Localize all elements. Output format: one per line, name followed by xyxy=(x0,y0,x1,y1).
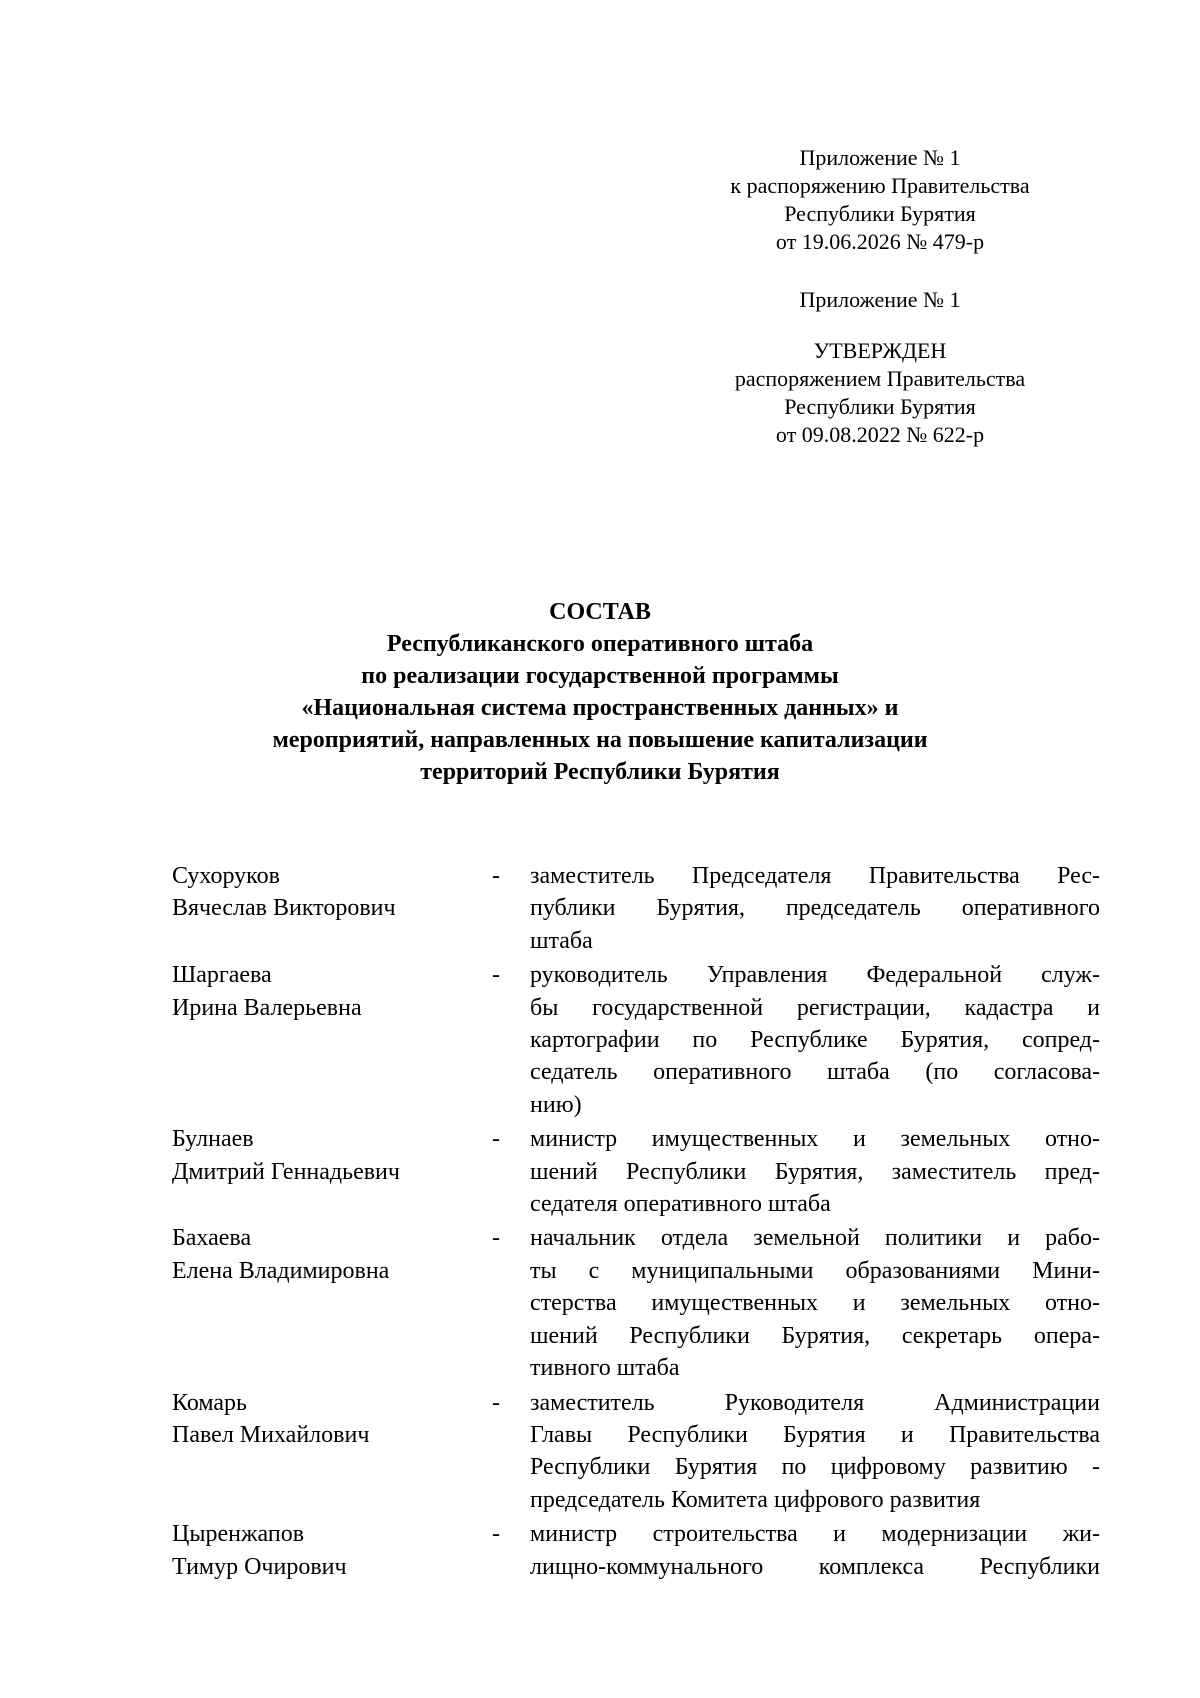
member-position xyxy=(530,860,1100,957)
member-position xyxy=(530,1222,1100,1384)
member-position xyxy=(530,959,1100,1121)
document-title xyxy=(150,596,1050,788)
position-line: заместитель Председателя Правительства Рес- xyxy=(530,863,1100,889)
member-row xyxy=(0,1123,1200,1220)
member-surname: Сухоруков xyxy=(172,863,280,889)
member-surname: Бахаева xyxy=(172,1225,252,1252)
position-line: начальник отдела земельной политики и рабо- xyxy=(530,1225,1100,1252)
position-line: лищно-коммунального комплекса Республики xyxy=(530,1553,1100,1580)
title-line: «Национальная система пространственных данных» и xyxy=(301,695,899,721)
position-line: шений Республики Бурятия, секретарь опера- xyxy=(530,1322,1100,1349)
member-given: Дмитрий Геннадьевич xyxy=(172,1158,400,1185)
position-line: седатель оперативного штаба (по согласова- xyxy=(530,1059,1100,1086)
position-line: нию) xyxy=(530,1091,582,1118)
title-heading: СОСТАВ xyxy=(549,599,651,625)
member-row xyxy=(0,1222,1200,1384)
member-row xyxy=(0,1518,1200,1583)
appendix-line: к распоряжению Правительства xyxy=(730,173,1030,198)
position-line: Республики Бурятия по цифровому развитию - xyxy=(530,1454,1100,1481)
member-name xyxy=(172,860,482,957)
appendix-line: от 19.06.2026 № 479-р xyxy=(775,229,985,254)
approval-line: УТВЕРЖДЕН xyxy=(813,338,947,363)
member-surname: Комарь xyxy=(172,1389,247,1416)
approval-line: от 09.08.2022 № 622-р xyxy=(775,422,985,447)
members-list xyxy=(0,860,1200,1585)
member-dash: - xyxy=(492,1521,500,1548)
position-line: шений Республики Бурятия, заместитель пред- xyxy=(530,1158,1100,1185)
position-line: бы государственной регистрации, кадастра и xyxy=(530,994,1100,1021)
appendix-line: Республики Бурятия xyxy=(784,201,976,226)
member-dash: - xyxy=(492,1389,500,1416)
member-given: Ирина Валерьевна xyxy=(172,994,362,1021)
member-surname: Булнаев xyxy=(172,1126,254,1153)
title-line: территорий Республики Бурятия xyxy=(420,759,780,785)
member-position xyxy=(530,1518,1100,1583)
member-name xyxy=(172,959,482,1121)
member-dash: - xyxy=(492,1225,500,1252)
member-name xyxy=(172,1387,482,1517)
position-line: министр имущественных и земельных отно- xyxy=(530,1126,1100,1153)
position-line: картографии по Республике Бурятия, сопред- xyxy=(530,1027,1100,1054)
member-dash: - xyxy=(492,962,500,989)
spacer xyxy=(700,314,1060,337)
position-line: ты с муниципальными образованиями Мини- xyxy=(530,1257,1100,1284)
position-line: седателя оперативного штаба xyxy=(530,1191,831,1218)
position-line: стерства имущественных и земельных отно- xyxy=(530,1290,1100,1317)
member-row xyxy=(0,959,1200,1121)
approval-line: Республики Бурятия xyxy=(784,394,976,419)
approval-line: распоряжением Правительства xyxy=(734,366,1026,391)
position-line: заместитель Руководителя Администрации xyxy=(530,1389,1100,1416)
title-line: Республиканского оперативного штаба xyxy=(386,631,814,657)
member-dash: - xyxy=(492,863,500,889)
member-given: Елена Владимировна xyxy=(172,1257,390,1284)
position-line: министр строительства и модернизации жи- xyxy=(530,1521,1100,1548)
appendix-header xyxy=(700,144,1060,256)
position-line: тивного штаба xyxy=(530,1355,680,1382)
member-surname: Шаргаева xyxy=(172,962,272,989)
member-given: Тимур Очирович xyxy=(172,1553,347,1580)
member-position xyxy=(530,1123,1100,1220)
member-surname: Цыренжапов xyxy=(172,1521,305,1548)
member-position xyxy=(530,1387,1100,1517)
member-name xyxy=(172,1518,482,1583)
member-given: Вячеслав Викторович xyxy=(172,895,396,922)
member-given: Павел Михайлович xyxy=(172,1421,370,1448)
title-line: мероприятий, направленных на повышение капитализации xyxy=(272,727,928,753)
member-dash: - xyxy=(492,1126,500,1153)
member-name xyxy=(172,1123,482,1220)
position-line: председатель Комитета цифрового развития xyxy=(530,1486,981,1513)
position-line: руководитель Управления Федеральной служ- xyxy=(530,962,1100,989)
approval-header xyxy=(700,286,1060,449)
appendix-line: Приложение № 1 xyxy=(799,145,961,170)
position-line: штаба xyxy=(530,927,593,954)
member-row xyxy=(0,860,1200,957)
position-line: публики Бурятия, председатель оперативного xyxy=(530,895,1100,922)
member-row xyxy=(0,1387,1200,1517)
position-line: Главы Республики Бурятия и Правительства xyxy=(530,1421,1100,1448)
approval-appendix-label: Приложение № 1 xyxy=(799,287,961,312)
member-name xyxy=(172,1222,482,1384)
title-line: по реализации государственной программы xyxy=(361,663,839,689)
